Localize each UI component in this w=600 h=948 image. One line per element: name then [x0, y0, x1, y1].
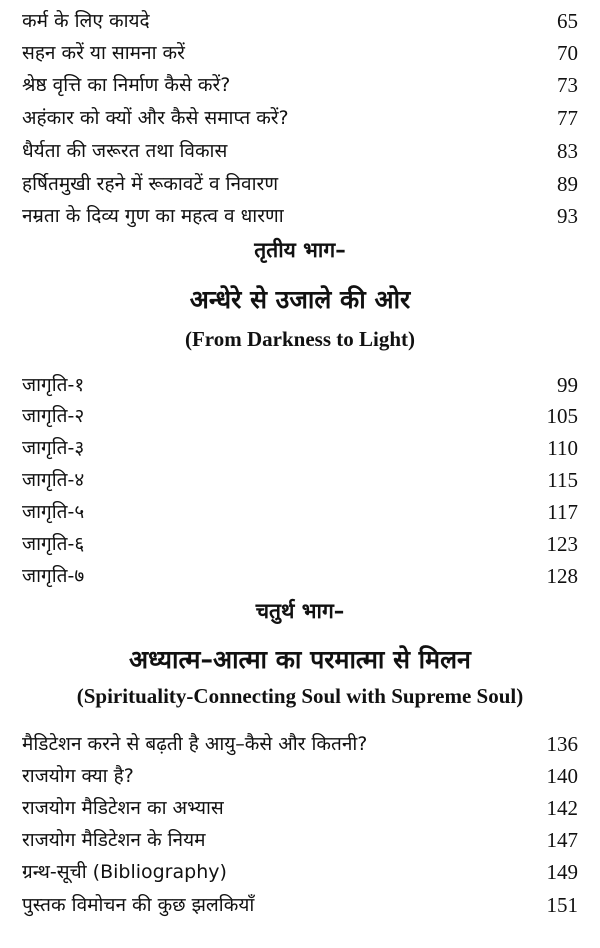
part-subtitle: (Spirituality-Connecting Soul with Supreme Soul) — [76, 684, 524, 708]
entry-title: कर्म के लिए कायदे — [22, 10, 150, 32]
entry-page-number: 117 — [547, 500, 578, 524]
entry-title: जागृति-५ — [22, 501, 85, 523]
entry-title: हर्षितमुखी रहने में रूकावटें व निवारण — [22, 173, 279, 195]
entry-title: ग्रन्थ-सूची (Bibliography) — [22, 861, 227, 883]
toc-entry — [22, 136, 578, 166]
entry-title: नम्रता के दिव्य गुण का महत्व व धारणा — [22, 205, 284, 227]
toc-entry — [22, 370, 578, 400]
part-title: अध्यात्म–आत्मा का परमात्मा से मिलन — [129, 645, 471, 674]
entry-title: जागृति-४ — [22, 469, 85, 491]
toc-entry — [22, 465, 578, 495]
toc-entry — [22, 433, 578, 463]
entry-page-number: 89 — [557, 172, 578, 196]
toc-entry — [22, 857, 578, 887]
entry-page-number: 77 — [557, 106, 578, 130]
entry-page-number: 115 — [547, 468, 578, 492]
part-title: अन्धेरे से उजाले की ओर — [189, 285, 411, 314]
entry-title: राजयोग क्या है? — [22, 765, 134, 787]
entry-page-number: 128 — [546, 564, 578, 588]
toc-entry — [22, 729, 578, 759]
toc-entry — [22, 497, 578, 527]
entry-title: जागृति-१ — [22, 374, 85, 396]
entry-page-number: 99 — [557, 373, 578, 397]
toc-entry — [22, 201, 578, 231]
part-subtitle: (From Darkness to Light) — [184, 327, 415, 351]
toc-entry — [22, 890, 578, 920]
toc-entry — [22, 529, 578, 559]
entry-page-number: 105 — [546, 404, 578, 428]
entry-title: जागृति-२ — [22, 405, 85, 427]
toc-entry — [22, 38, 578, 68]
entry-page-number: 83 — [557, 139, 578, 163]
part-label: तृतीय भाग– — [254, 238, 346, 262]
entry-title: पुस्तक विमोचन की कुछ झलकियाँ — [22, 894, 255, 916]
entry-title: जागृति-३ — [22, 437, 85, 459]
entry-page-number: 110 — [547, 436, 578, 460]
entry-title: श्रेष्ठ वृत्ति का निर्माण कैसे करें? — [22, 74, 231, 96]
entry-title: राजयोग मैडिटेशन के नियम — [22, 829, 206, 851]
entry-page-number: 65 — [557, 9, 578, 33]
toc-entry — [22, 561, 578, 591]
entry-title: राजयोग मैडिटेशन का अभ्यास — [22, 797, 224, 819]
entry-title: धैर्यता की जरूरत तथा विकास — [22, 140, 228, 162]
entry-page-number: 140 — [546, 764, 578, 788]
toc-entry — [22, 103, 578, 133]
entry-page-number: 73 — [557, 73, 578, 97]
entry-page-number: 142 — [546, 796, 578, 820]
toc-entry — [22, 401, 578, 431]
toc-entry — [22, 6, 578, 36]
entry-title: अहंकार को क्यों और कैसे समाप्त करें? — [22, 107, 289, 129]
entry-page-number: 123 — [546, 532, 578, 556]
entry-page-number: 70 — [557, 41, 578, 65]
part-label: चतुर्थ भाग– — [255, 599, 345, 623]
entry-page-number: 147 — [546, 828, 578, 852]
entry-title: सहन करें या सामना करें — [22, 42, 185, 64]
entry-page-number: 149 — [546, 860, 578, 884]
entry-title: मैडिटेशन करने से बढ़ती है आयु–कैसे और कितनी? — [22, 733, 368, 755]
entry-page-number: 93 — [557, 204, 578, 228]
entry-title: जागृति-६ — [22, 533, 85, 555]
entry-title: जागृति-७ — [22, 565, 85, 587]
entry-page-number: 151 — [546, 893, 578, 917]
toc-entry — [22, 761, 578, 791]
toc-entry — [22, 70, 578, 100]
entry-page-number: 136 — [546, 732, 578, 756]
toc-entry — [22, 169, 578, 199]
toc-entry — [22, 793, 578, 823]
toc-entry — [22, 825, 578, 855]
